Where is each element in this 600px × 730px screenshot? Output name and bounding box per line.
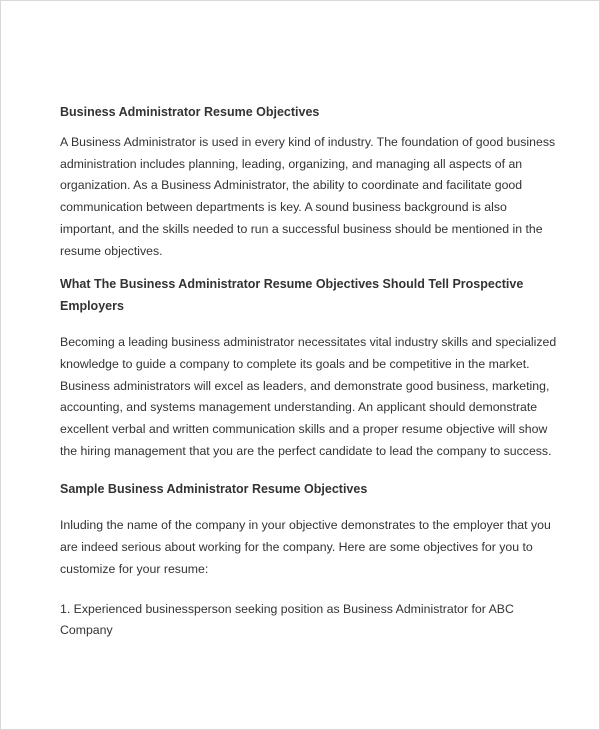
list-item: 1. Experienced businessperson seeking position as Business Administrator for ABC Company xyxy=(60,601,514,638)
section-heading-objectives: Business Administrator Resume Objectives xyxy=(60,105,320,119)
section-heading-samples: Sample Business Administrator Resume Objectives xyxy=(60,482,368,497)
document-content xyxy=(60,101,560,642)
samples-paragraph: Inluding the name of the company in your objective demonstrates to the employer that you are indeed serious about working for the company. Here are some objectives for you to customize for your resume: xyxy=(60,518,551,576)
intro-paragraph: A Business Administrator is used in every kind of industry. The foundation of good business administration includes planning, leading, organizing, and managing all aspects of an organization. As a Business Administrator, the ability to coordinate and facilitate good communication between departments is key. A sound business background is also important, and the skills needed to run a successful business should be mentioned in the resume objectives. xyxy=(60,135,556,258)
what-to-tell-paragraph: Becoming a leading business administrator necessitates vital industry skills and specialized knowledge to guide a company to complete its goals and be competitive in the market. Business administrators will excel as leaders, and demonstrate good business, marketing, accounting, and systems management understanding. An applicant should demonstrate excellent verbal and written communication skills and a proper resume objective will show the hiring management that you are the perfect candidate to lead the company to success. xyxy=(60,335,557,458)
section-heading-what-to-tell: What The Business Administrator Resume Objectives Should Tell Prospective Employers xyxy=(60,277,524,314)
